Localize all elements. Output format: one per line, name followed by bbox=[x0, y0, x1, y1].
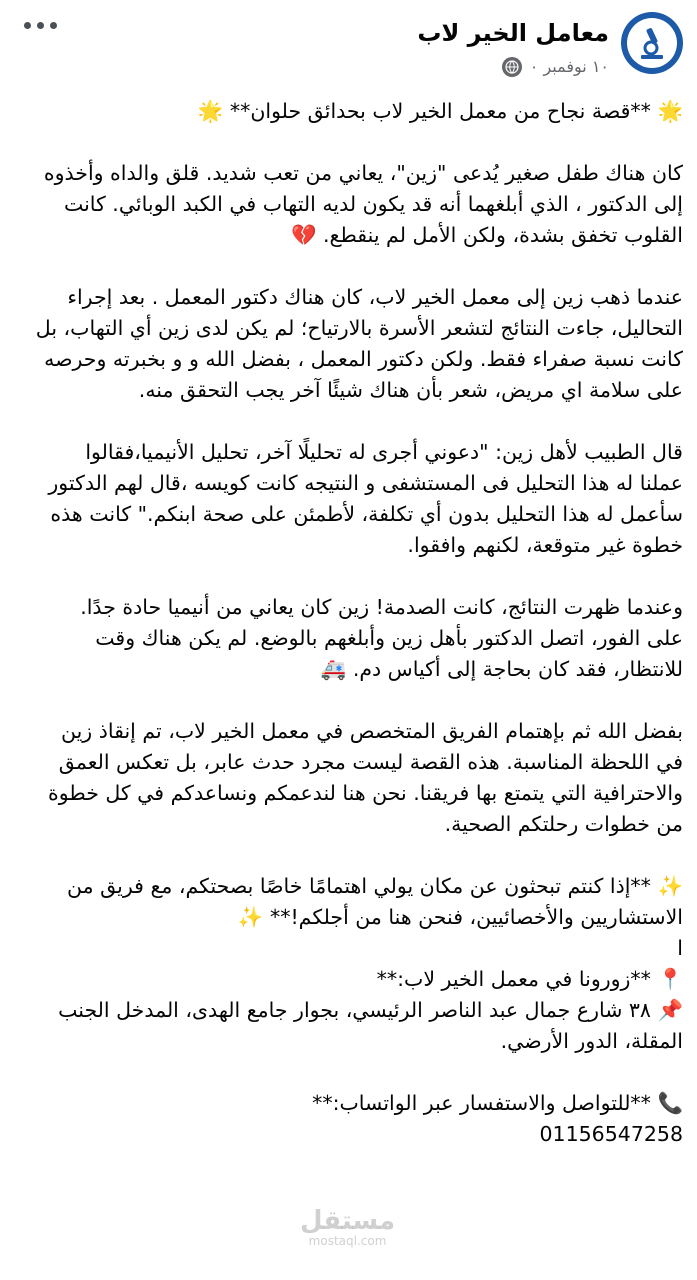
paragraph-6 bbox=[12, 871, 683, 964]
text-line: إلى الدكتور ، الذي أبلغهما أنه قد يكون لديه التهاب في الكبد الوبائي. كانت bbox=[63, 192, 683, 216]
text-line: للانتظار، فقد كان بحاجة إلى أكياس دم. bbox=[352, 657, 683, 681]
star-icon: 🌟 bbox=[657, 99, 683, 123]
paragraph-5 bbox=[12, 716, 683, 840]
watermark-subtext: mostaql.com bbox=[308, 1234, 387, 1248]
text-line: عندما ذهب زين إلى معمل الخير لاب، كان هناك دكتور المعمل . بعد إجراء bbox=[67, 285, 683, 309]
microscope-logo-icon bbox=[627, 18, 677, 68]
post-title: **قصة نجاح من معمل الخير لاب بحدائق حلوان** bbox=[229, 99, 651, 123]
text-line: من خطوات رحلتكم الصحية. bbox=[444, 812, 683, 836]
post-title-line bbox=[12, 96, 683, 127]
text-line: الاستشاريين والأخصائيين، فنحن هنا من أجلكم!** bbox=[269, 905, 683, 929]
text-line: **إذا كنتم تبحثون عن مكان يولي اهتمامًا خاصًا بصحتكم، مع فريق من bbox=[66, 874, 651, 898]
sparkles-icon: ✨ bbox=[237, 905, 264, 929]
post-body bbox=[12, 96, 683, 1150]
watermark-text: مستقل bbox=[300, 1206, 396, 1236]
paragraph-2 bbox=[12, 282, 683, 406]
pushpin-icon: 📌 bbox=[657, 998, 683, 1022]
text-line: في اللحظة المناسبة. هذه القصة ليست مجرد حدث عابر، بل تعكس العمق bbox=[58, 750, 683, 774]
page-avatar[interactable] bbox=[621, 12, 683, 74]
contact-line: **للتواصل والاستفسار عبر الواتساب:** bbox=[312, 1091, 651, 1115]
text-line: والاحترافية التي يتمتع بها فريقنا. نحن هنا لندعمكم ونساعدكم في كل خطوة bbox=[48, 781, 683, 805]
post-date[interactable]: ١٠ نوفمبر ٠ bbox=[529, 57, 609, 76]
text-line: على الفور، اتصل الدكتور بأهل زين وأبلغهم بالوضع. لم يكن هناك وقت bbox=[95, 626, 683, 650]
more-options-icon[interactable] bbox=[24, 22, 57, 29]
sparkles-icon: ✨ bbox=[657, 874, 683, 898]
text-line: كانت نسبة صفراء فقط. ولكن دكتور المعمل ، بفضل الله و و بخبرته وحرصه bbox=[44, 347, 683, 371]
text-line: عملنا له هذا التحليل فى المستشفى و النتيجه كانت كويسه ،قال لهم الدكتور bbox=[48, 471, 683, 495]
star-icon: 🌟 bbox=[197, 99, 224, 123]
location-block bbox=[12, 964, 683, 1057]
round-pin-icon: 📍 bbox=[657, 967, 683, 991]
ambulance-icon: 🚑 bbox=[320, 657, 347, 681]
post-meta bbox=[502, 56, 609, 78]
text-line: قال الطبيب لأهل زين: "دعوني أجرى له تحليلًا آخر، تحليل الأنيميا،فقالوا bbox=[85, 440, 683, 464]
paragraph-1 bbox=[12, 158, 683, 251]
contact-block bbox=[12, 1088, 683, 1150]
watermark bbox=[300, 1208, 395, 1248]
text-line: القلوب تخفق بشدة، ولكن الأمل لم ينقطع. bbox=[323, 223, 683, 247]
broken-heart-icon: 💔 bbox=[290, 223, 317, 247]
visit-line: **زورونا في معمل الخير لاب:** bbox=[376, 967, 651, 991]
post-header bbox=[14, 8, 683, 80]
text-line: التحاليل، جاءت النتائج لتشعر الأسرة بالارتياح؛ لم يكن لدى زين أي التهاب، بل bbox=[35, 316, 683, 340]
text-line: خطوة غير متوقعة، لكنهم وافقوا. bbox=[407, 533, 683, 557]
address-line: ٣٨ شارع جمال عبد الناصر الرئيسي، بجوار جامع الهدى، المدخل الجنب bbox=[58, 998, 651, 1022]
phone-number[interactable]: 01156547258 bbox=[539, 1122, 683, 1146]
page-name[interactable]: معامل الخير لاب bbox=[417, 19, 609, 47]
text-line: على سلامة اي مريض، شعر بأن هناك شيئًا آخر يجب التحقق منه. bbox=[138, 378, 683, 402]
stray-character: ا bbox=[677, 936, 683, 960]
text-line: سأعمل له هذا التحليل بدون أي تكلفة، لأطمئن على صحة ابنكم." كانت هذه bbox=[50, 502, 683, 526]
paragraph-4 bbox=[12, 592, 683, 685]
text-line: وعندما ظهرت النتائج، كانت الصدمة! زين كان يعاني من أنيميا حادة جدًا. bbox=[80, 595, 683, 619]
globe-icon bbox=[502, 57, 522, 77]
text-line: كان هناك طفل صغير يُدعى "زين"، يعاني من تعب شديد. قلق والداه وأخذوه bbox=[43, 161, 683, 185]
address-line: المقلة، الدور الأرضي. bbox=[500, 1029, 683, 1053]
paragraph-3 bbox=[12, 437, 683, 561]
telephone-icon: 📞 bbox=[657, 1091, 683, 1115]
text-line: بفضل الله ثم بإهتمام الفريق المتخصص في معمل الخير لاب، تم إنقاذ زين bbox=[60, 719, 683, 743]
